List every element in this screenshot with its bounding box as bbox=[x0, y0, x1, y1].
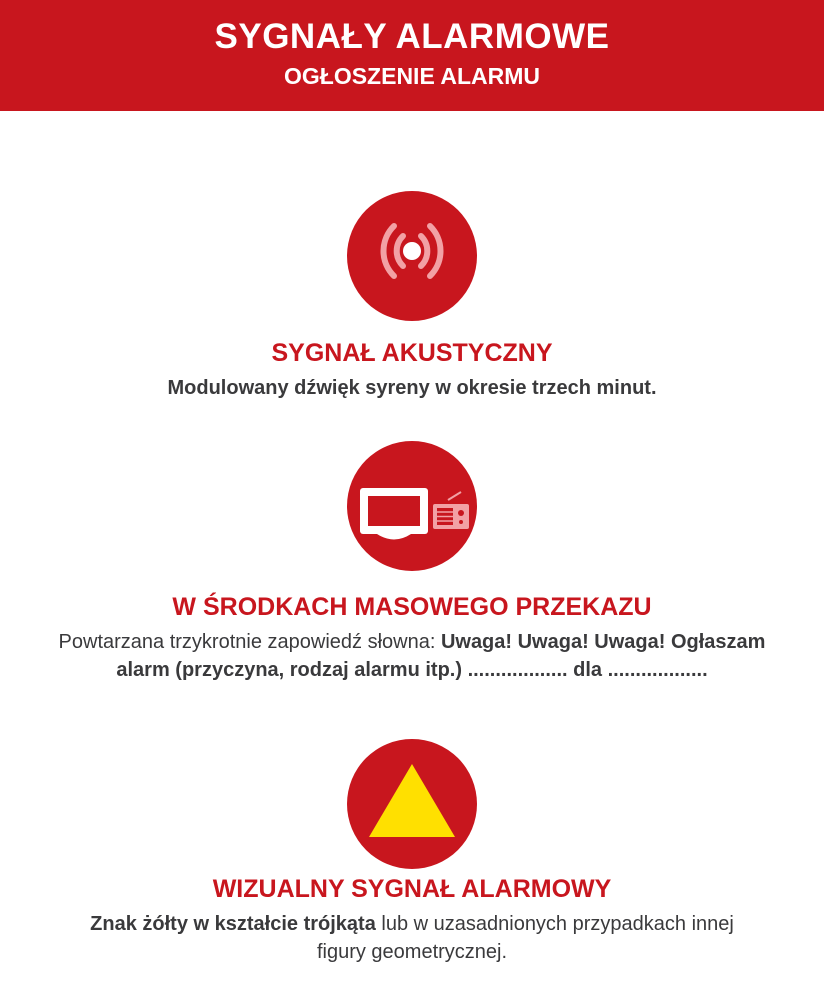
mass-media-text-bold-1: Uwaga! Uwaga! Uwaga! Ogłaszam bbox=[440, 631, 766, 653]
section-title-mass-media: W ŚRODKACH MASOWEGO PRZEKAZU bbox=[172, 593, 652, 621]
section-text-acoustic: Modulowany dźwięk syreny w okresie trzech minut. bbox=[167, 377, 657, 399]
header-banner bbox=[0, 0, 824, 111]
mass-media-text-bold-2: alarm (przyczyna, rodzaj alarmu itp.) .................. dla .................. bbox=[116, 659, 708, 681]
siren-icon bbox=[347, 191, 477, 321]
page-title: SYGNAŁY ALARMOWE bbox=[214, 17, 610, 56]
section-title-acoustic: SYGNAŁ AKUSTYCZNY bbox=[271, 339, 553, 367]
section-text-visual bbox=[30, 910, 794, 966]
visual-text-bold: Znak żółty w kształcie trójkąta bbox=[90, 913, 376, 935]
section-text-mass-media bbox=[30, 628, 794, 684]
tv-radio-icon bbox=[347, 441, 477, 571]
yellow-triangle-icon bbox=[347, 739, 477, 869]
mass-media-text-plain: Powtarzana trzykrotnie zapowiedź słowna: bbox=[58, 631, 441, 653]
visual-text-plain-2: figury geometrycznej. bbox=[316, 941, 508, 963]
visual-text-plain-1: lub w uzasadnionych przypadkach innej bbox=[375, 913, 734, 935]
section-title-visual: WIZUALNY SYGNAŁ ALARMOWY bbox=[212, 875, 612, 903]
page-subtitle: OGŁOSZENIE ALARMU bbox=[284, 63, 540, 89]
